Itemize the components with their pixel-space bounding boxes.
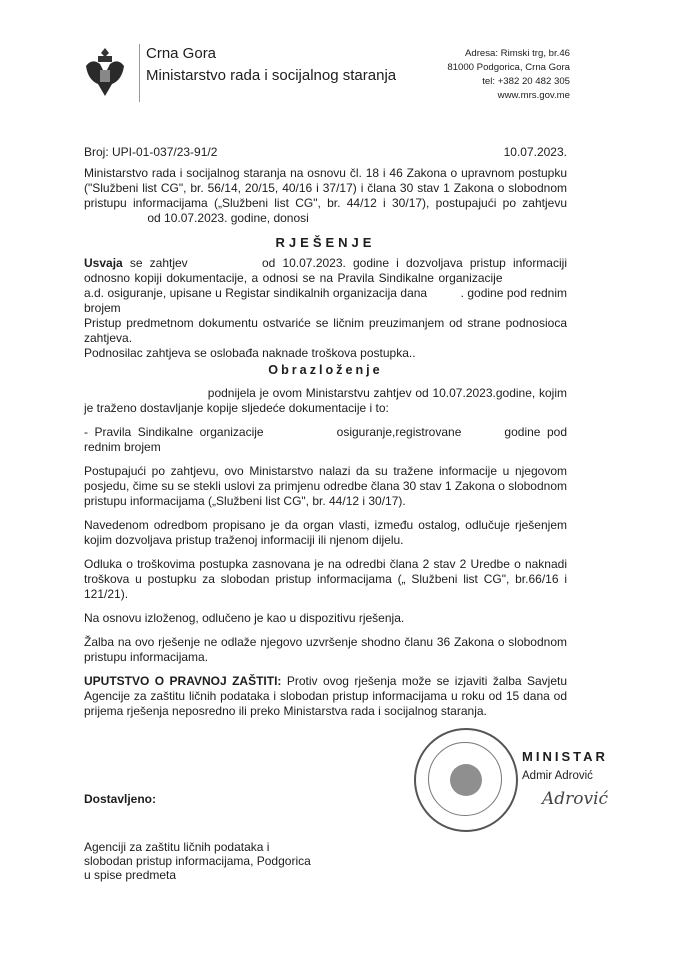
text: od 10.07.2023. godine i dozvoljava — [261, 256, 463, 270]
document-date: 10.07.2023. — [503, 145, 567, 159]
text: se zahtjev — [129, 256, 188, 270]
usvaja-bold: Usvaja — [84, 256, 123, 270]
text: troškova u postupku za slobodan pristup informacijama („ Službeni list CG", br.66/16 i 121/21). — [84, 572, 567, 601]
redacted-area — [507, 281, 567, 282]
text: dozvoljava pristup traženoj informaciji ili njenom dijelu. — [115, 533, 404, 547]
handwritten-signature: Adrović — [542, 789, 609, 809]
text: osiguranje,registrovane — [336, 425, 462, 439]
text: 10.07.2023.godine, kojim je traženo dostavljanje kopije sljedeće dokumentacije i to: — [84, 386, 567, 415]
delivered-item: slobodan pristup informacijama, Podgorica — [84, 854, 311, 868]
text: . godine pod rednim brojem — [84, 286, 568, 315]
official-stamp — [414, 728, 518, 832]
intro-line: Ministarstvo rada i socijalnog staranja na osnovu čl. 18 i 46 Zakona o upravnom postupku — [84, 166, 567, 180]
decision-paragraph — [84, 256, 567, 316]
document-body — [84, 0, 609, 912]
reasoning-paragraph: Na osnovu izloženog, odlučeno je kao u dispozitivu rješenja. — [84, 611, 405, 625]
decision-title: RJEŠENJE — [275, 235, 376, 250]
reasoning-paragraph — [84, 464, 567, 509]
text: a.d. osiguranje, upisane u Registar sindikalnih organizacija — [84, 286, 397, 300]
text: Protiv ovog rješenja može se izjaviti žalba Savjetu — [286, 674, 567, 688]
signature-block — [522, 748, 652, 810]
decision-paragraph — [84, 316, 567, 346]
reasoning-title: Obrazloženje — [268, 363, 383, 377]
intro-line: ("Službeni list CG", br. 56/14, 20/15, 40/16 i 37/17) i člana 30 stav 1 Zakona o slobodnom — [84, 181, 567, 195]
text: godine pod rednim brojem — [84, 425, 567, 454]
decision-paragraph: Podnosilac zahtjeva se oslobađa naknade troškova postupka.. — [84, 346, 416, 360]
redacted-area — [431, 296, 461, 297]
text: Žalba na ovo rješenje ne odlaže njegovo uzvršenje shodno članu 36 Zakona o slobodnom — [84, 635, 567, 649]
intro-paragraph — [84, 166, 567, 226]
reasoning-paragraph — [84, 425, 567, 455]
text: pristupu informacijama. — [84, 650, 209, 664]
legal-remedy-paragraph — [84, 674, 567, 719]
text: organizacije — [438, 271, 503, 285]
text: posjedu, čime su se stekli uslovi za primjenu odredbe člana 30 stav 1 Zakona o slobodnom — [84, 479, 567, 493]
address-line: 81000 Podgorica, Crna Gora — [447, 62, 570, 73]
text: Navedenom odredbom propisano je da organ vlasti, između ostalog, odlučuje rješenjem kojim — [84, 518, 567, 547]
signature-area — [84, 728, 609, 840]
redacted-area — [144, 396, 204, 397]
delivered-item: Agenciji za zaštitu ličnih podataka i — [84, 840, 270, 854]
text: Pristup predmetnom dokumentu ostvariće se ličnim preuzimanjem od strane podnosioca — [84, 316, 567, 330]
reasoning-paragraph — [84, 386, 567, 416]
text: dana — [400, 286, 428, 300]
text: zahtjeva. — [84, 331, 133, 345]
intro-line: od 10.07.2023. godine, donosi — [147, 211, 309, 225]
reasoning-paragraph — [84, 635, 567, 665]
redacted-area — [195, 266, 255, 267]
address-line: tel: +382 20 482 305 — [482, 76, 570, 87]
signatory-role: MINISTAR — [522, 749, 608, 764]
delivered-item: u spise predmeta — [84, 868, 177, 882]
legal-remedy-heading: UPUTSTVO O PRAVNOJ ZAŠTITI: — [84, 674, 282, 688]
delivered-label: Dostavljeno: — [84, 792, 157, 806]
signatory-name: Admir Adrović — [522, 770, 593, 782]
website: www.mrs.gov.me — [497, 90, 570, 101]
intro-line: pristupu informacijama („Službeni list CG", br. 44/12 i 30/17), postupajući po zahtjevu — [84, 196, 567, 210]
text: - Pravila Sindikalne organizacije — [84, 425, 264, 439]
redacted-area — [468, 435, 498, 436]
delivered-list — [84, 840, 567, 882]
text: podnijela je ovom Ministarstvu zahtjev od — [207, 386, 429, 400]
text: Agencije za zaštitu ličnih podataka i slobodan pristup informacijama u roku od 15 dana od — [84, 689, 567, 703]
text: pristup informaciji odnosno kopiji dokumentacije, a odnosi se na Pravila Sindikalne — [84, 256, 567, 285]
address-line: Adresa: Rimski trg, br.46 — [464, 48, 570, 59]
reasoning-paragraph — [84, 518, 567, 548]
header-country: Crna Gora — [146, 45, 217, 62]
header-ministry: Ministarstvo rada i socijalnog staranja — [146, 67, 397, 84]
number-date-row — [84, 145, 567, 160]
redacted-area — [84, 221, 144, 222]
text: Postupajući po zahtjevu, ovo Ministarstvo nalazi da su tražene informacije u njegovom — [84, 464, 567, 478]
redacted-area — [270, 435, 330, 436]
text: pristupu informacijama („Službeni list CG", br. 44/12 i 30/17). — [84, 494, 406, 508]
text: Odluka o troškovima postupka zasnovana je na odredbi člana 2 stav 2 Uredbe o naknadi — [84, 557, 567, 571]
text: prijema rješenja neposredno ili preko Ministarstva rada i socijalnog staranja. — [84, 704, 487, 718]
document-number: Broj: UPI-01-037/23-91/2 — [84, 145, 218, 159]
reasoning-paragraph — [84, 557, 567, 602]
redacted-area — [84, 396, 144, 397]
